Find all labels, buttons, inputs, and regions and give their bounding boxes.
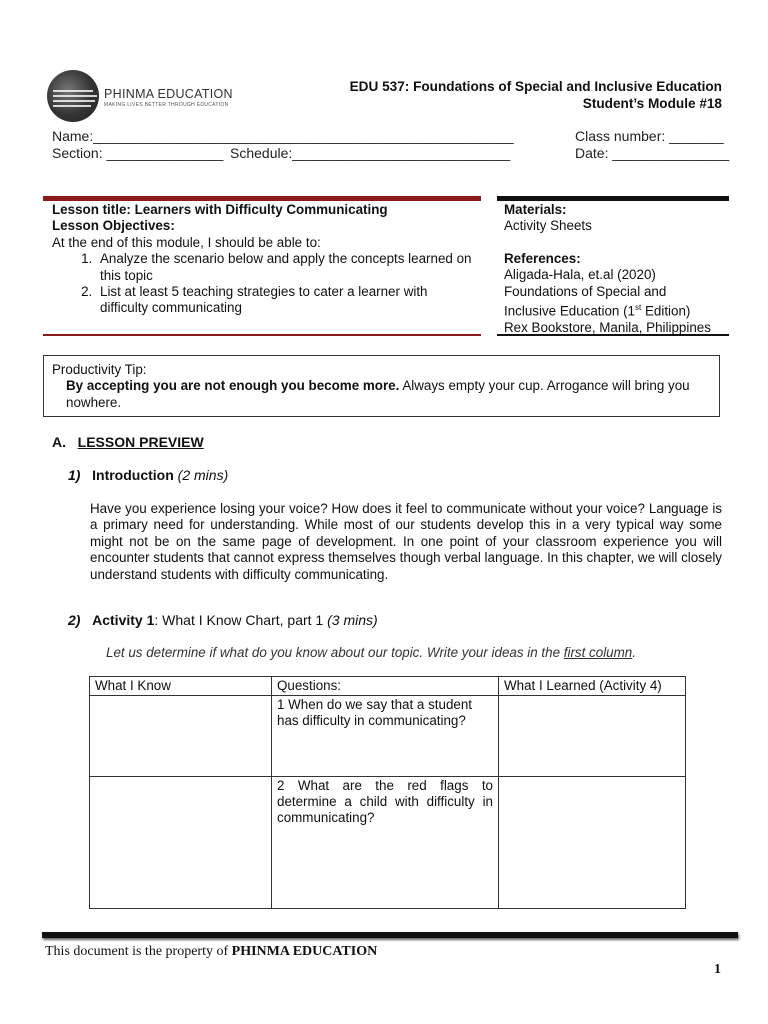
reference-superscript: st: [635, 303, 642, 313]
schedule-field[interactable]: Schedule:____________________________: [230, 145, 511, 161]
objectives-list: [52, 251, 472, 317]
intro-title: Introduction: [92, 467, 174, 483]
what-i-learned-cell-2[interactable]: [499, 777, 686, 909]
course-title: EDU 537: Foundations of Special and Inclusive Education: [349, 79, 722, 94]
instruction-underlined: first column: [563, 645, 633, 660]
table-header-row: [90, 677, 686, 696]
footer-owner: PHINMA EDUCATION: [231, 944, 378, 959]
tip-bold: By accepting you are not enough you become more.: [66, 378, 400, 394]
tip-text: [52, 378, 711, 411]
introduction-text: Have you experience losing your voice? How does it feel to communicate without your voice? Language is a primary need for understanding. While most of our students develop this in a very typical way some might not be on the same page of development. In one point of your classroom experience you will encounter students that cannot express themselves though verbal language. In this chapter, we will closely understand students with difficulty communicating.: [90, 501, 722, 582]
brand-tagline: MAKING LIVES BETTER THROUGH EDUCATION: [104, 102, 229, 108]
tip-rest: Always empty your cup. Arrogance will bring you nowhere.: [66, 378, 690, 410]
class-number-field[interactable]: Class number: _______: [575, 128, 724, 144]
lesson-top-rule: [43, 196, 481, 201]
module-number: Student’s Module #18: [582, 96, 722, 111]
lesson-info: [52, 202, 472, 317]
question-cell-2: 2 What are the red flags to determine a child with difficulty in communicating?: [272, 777, 499, 909]
reference-text: Inclusive Education (1: [504, 303, 636, 319]
what-i-know-cell-1[interactable]: [90, 696, 272, 777]
column-header-what-i-learned: What I Learned (Activity 4): [499, 677, 686, 696]
lesson-objectives-label: Lesson Objectives:: [52, 218, 175, 234]
activity1-instruction: [106, 645, 636, 660]
activity1-heading: [68, 612, 378, 628]
reference-line: Aligada-Hala, et.al (2020): [504, 267, 656, 283]
question-cell-1: 1 When do we say that a student has difficulty in communicating?: [272, 696, 499, 777]
reference-line: Rex Bookstore, Manila, Philippines: [504, 319, 711, 335]
section-field[interactable]: Section: _______________: [52, 145, 224, 161]
activity1-subtitle: : What I Know Chart, part 1: [154, 612, 324, 628]
section-title: LESSON PREVIEW: [77, 434, 204, 450]
phinma-logo-icon: [47, 70, 99, 122]
date-field[interactable]: Date: _______________: [575, 145, 730, 161]
objective-item: 2. List at least 5 teaching strategies to cater a learner with difficulty communicating: [96, 284, 472, 317]
tip-label: Productivity Tip:: [52, 362, 147, 377]
section-letter: A.: [52, 434, 66, 450]
footer-ownership: [45, 944, 377, 960]
references-label: References:: [504, 250, 581, 266]
introduction-heading: [68, 467, 228, 483]
reference-line: Foundations of Special and: [504, 283, 667, 299]
instruction-end: .: [632, 645, 636, 660]
table-row: [90, 777, 686, 909]
table-row: [90, 696, 686, 777]
what-i-know-cell-2[interactable]: [90, 777, 272, 909]
column-header-questions: Questions:: [272, 677, 499, 696]
objective-item: 1. Analyze the scenario below and apply the concepts learned on this topic: [96, 251, 472, 284]
intro-time: (2 mins): [177, 467, 229, 483]
page-number: 1: [714, 962, 721, 977]
activity1-time: (3 mins): [327, 612, 378, 628]
activity1-title: Activity 1: [92, 612, 155, 628]
materials-info: [504, 202, 734, 336]
materials-label: Materials:: [504, 202, 567, 217]
what-i-know-chart: [89, 676, 686, 909]
footer-rule: [42, 932, 738, 938]
lesson-title: Lesson title: Learners with Difficulty Communicating: [52, 202, 388, 217]
name-field[interactable]: Name:______________________________________________________: [52, 128, 514, 144]
column-header-what-i-know: What I Know: [90, 677, 272, 696]
activity1-number: 2): [68, 612, 81, 628]
lesson-bottom-rule: [43, 334, 481, 336]
materials-top-rule: [497, 196, 729, 201]
instruction-text: Let us determine if what do you know about our topic. Write your ideas in the: [106, 645, 564, 660]
footer-prefix: This document is the property of: [45, 944, 232, 959]
section-a-heading: [52, 434, 204, 450]
productivity-tip-box: [43, 355, 720, 417]
materials-value: Activity Sheets: [504, 218, 592, 234]
intro-number: 1): [68, 467, 81, 483]
brand-name: PHINMA EDUCATION: [104, 87, 233, 101]
reference-line: [504, 300, 734, 320]
what-i-learned-cell-1[interactable]: [499, 696, 686, 777]
reference-text: Edition): [641, 303, 691, 319]
lesson-objectives-intro: At the end of this module, I should be able to:: [52, 234, 321, 250]
